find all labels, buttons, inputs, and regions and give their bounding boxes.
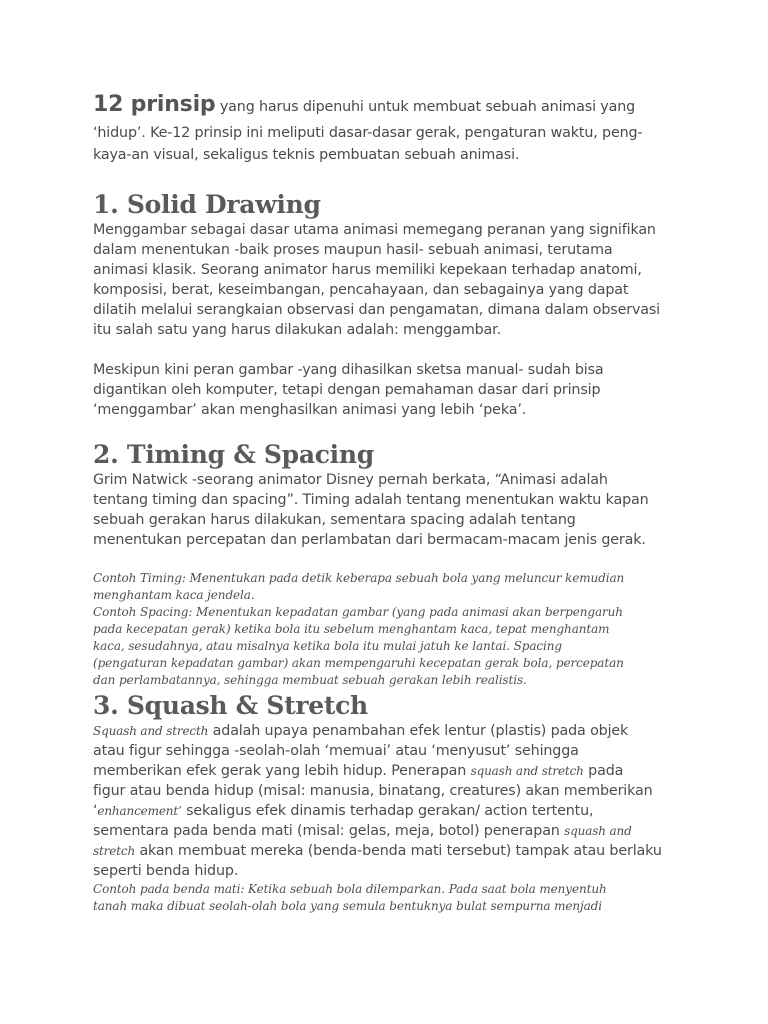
text-line: atau figur sehingga -seolah-olah ‘memuai’ atau ‘menyusut’ sehingga — [93, 743, 579, 759]
text-run: akan membuat mereka (benda-benda mati tersebut) tampak atau berlaku — [135, 843, 662, 859]
text-line — [93, 841, 683, 861]
text-line: Meskipun kini peran gambar -yang dihasilkan sketsa manual- sudah bisa — [93, 362, 604, 378]
example-paragraph — [93, 570, 683, 689]
document-content — [93, 90, 683, 915]
text-run: sekaligus efek dinamis terhadap gerakan/ action tertentu, — [181, 803, 594, 819]
intro-text: yang harus dipenuhi untuk membuat sebuah animasi yang — [215, 99, 636, 115]
text-line — [93, 761, 683, 781]
text-run: pada — [583, 763, 624, 779]
example-line: tanah maka dibuat seolah-olah bola yang semula bentuknya bulat sempurna menjadi — [93, 899, 602, 913]
text-line — [93, 721, 683, 741]
text-line: dalam menentukan -baik proses maupun hasil- sebuah animasi, terutama — [93, 242, 613, 258]
text-run: ‘ — [93, 803, 98, 819]
section-heading-solid-drawing: 1. Solid Drawing — [93, 190, 321, 219]
intro-line — [93, 90, 683, 122]
text-line: Grim Natwick -seorang animator Disney pernah berkata, “Animasi adalah — [93, 472, 608, 488]
text-line: animasi klasik. Seorang animator harus memiliki kepekaan terhadap anatomi, — [93, 262, 642, 278]
section-heading-squash-stretch: 3. Squash & Stretch — [93, 691, 368, 720]
text-line — [93, 801, 683, 821]
text-line: itu salah satu yang harus dilakukan adalah: menggambar. — [93, 322, 501, 338]
italic-term: squash and stretch — [470, 764, 584, 778]
text-line: Menggambar sebagai dasar utama animasi memegang peranan yang signifikan — [93, 222, 656, 238]
section-paragraph — [93, 360, 683, 420]
italic-term: enhancement’ — [97, 804, 182, 818]
example-line: kaca, sesudahnya, atau misalnya ketika bola itu mulai jatuh ke lantai. Spacing — [93, 639, 562, 653]
text-line: ‘menggambar’ akan menghasilkan animasi yang lebih ‘peka’. — [93, 402, 527, 418]
italic-term: Squash and strecth — [93, 724, 209, 738]
section-paragraph — [93, 470, 683, 550]
intro-paragraph — [93, 90, 683, 166]
example-line: (pengaturan kepadatan gambar) akan mempengaruhi kecepatan gerak bola, percepatan — [93, 656, 624, 670]
text-line: seperti benda hidup. — [93, 863, 239, 879]
intro-line: ‘hidup’. Ke-12 prinsip ini meliputi dasar-dasar gerak, pengaturan waktu, peng- — [93, 125, 643, 141]
italic-term: stretch — [93, 844, 136, 858]
example-paragraph — [93, 881, 683, 915]
section-paragraph — [93, 220, 683, 340]
intro-lead: 12 prinsip — [93, 92, 216, 117]
text-run: sementara pada benda mati (misal: gelas, meja, botol) penerapan — [93, 823, 565, 839]
example-line: pada kecepatan gerak) ketika bola itu sebelum menghantam kaca, tepat menghantam — [93, 622, 610, 636]
section-heading-timing-spacing: 2. Timing & Spacing — [93, 440, 374, 469]
example-line: Contoh pada benda mati: Ketika sebuah bola dilemparkan. Pada saat bola menyentuh — [93, 882, 607, 896]
intro-line: kaya-an visual, sekaligus teknis pembuatan sebuah animasi. — [93, 147, 520, 163]
example-line: dan perlambatannya, sehingga membuat sebuah gerakan lebih realistis. — [93, 673, 527, 687]
text-run: memberikan efek gerak yang lebih hidup. Penerapan — [93, 763, 471, 779]
text-line — [93, 821, 683, 841]
text-run: adalah upaya penambahan efek lentur (plastis) pada objek — [208, 723, 629, 739]
example-line: Contoh Timing: Menentukan pada detik keberapa sebuah bola yang meluncur kemudian — [93, 571, 625, 585]
section-paragraph — [93, 721, 683, 881]
italic-term: squash and — [564, 824, 632, 838]
text-line: tentang timing dan spacing”. Timing adalah tentang menentukan waktu kapan — [93, 492, 649, 508]
text-line: digantikan oleh komputer, tetapi dengan pemahaman dasar dari prinsip — [93, 382, 601, 398]
example-line: menghantam kaca jendela. — [93, 588, 255, 602]
text-line: menentukan percepatan dan perlambatan dari bermacam-macam jenis gerak. — [93, 532, 646, 548]
example-line: Contoh Spacing: Menentukan kepadatan gambar (yang pada animasi akan berpengaruh — [93, 605, 623, 619]
text-line: komposisi, berat, keseimbangan, pencahayaan, dan sebagainya yang dapat — [93, 282, 629, 298]
text-line: sebuah gerakan harus dilakukan, sementara spacing adalah tentang — [93, 512, 576, 528]
text-line: figur atau benda hidup (misal: manusia, binatang, creatures) akan memberikan — [93, 783, 653, 799]
text-line: dilatih melalui serangkaian observasi dan pengamatan, dimana dalam observasi — [93, 302, 660, 318]
